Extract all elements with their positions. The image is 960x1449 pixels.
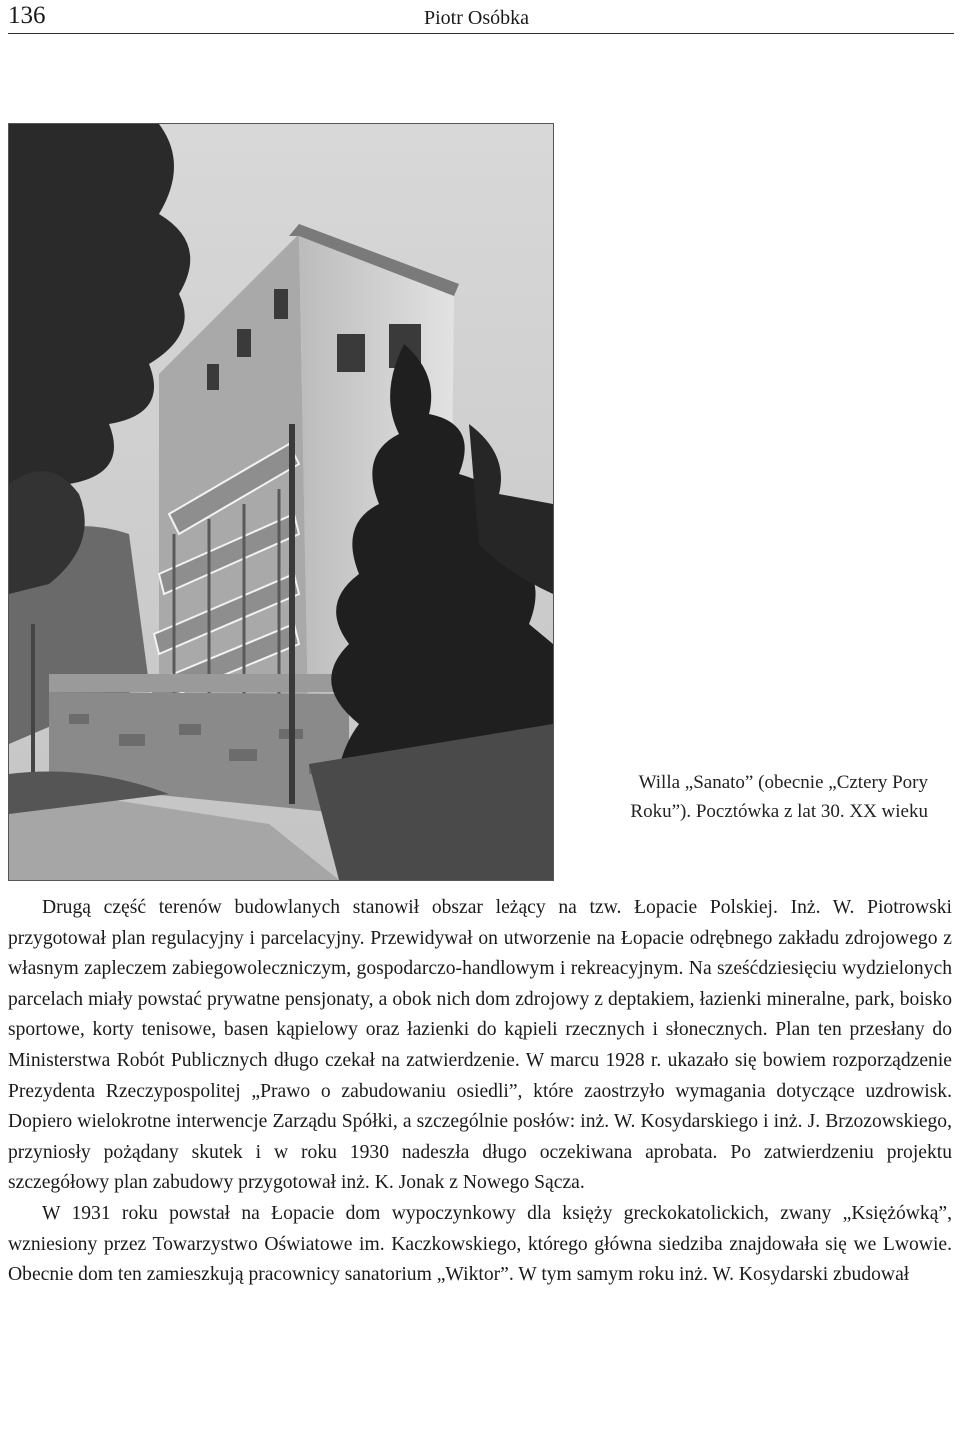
page-header: [0, 0, 960, 38]
page-number: 136: [8, 2, 46, 29]
paragraph: Drugą część terenów budowlanych stanowił obszar leżący na tzw. Łopacie Polskiej. Inż. W. Piotrowski przygotował plan regulacyjny i parcelacyjny. Przewidywał on utworzenie na Łopacie odrębnego zakładu zdrojowego z własnym zapleczem zabiegowoleczniczym, gospodarczo-handlowym i rekreacyjnym. Na sześćdziesięciu wydzielonych parcelach miały powstać prywatne pensjonaty, a obok nich dom zdrojowy z deptakiem, łazienki mineralne, park, boisko sportowe, korty tenisowe, basen kąpielowy oraz łazienki do kąpieli rzecznych i słonecznych. Plan ten przesłany do Ministerstwa Robót Publicznych długo czekał na zatwierdzenie. W marcu 1928 r. ukazało się bowiem rozporządzenie Prezydenta Rzeczypospolitej „Prawo o zabudowaniu osiedli”, które zaostrzyło wymagania dotyczące uzdrowisk. Dopiero wielokrotne interwencje Zarządu Spółki, a szczególnie posłów: inż. W. Kosydarskiego i inż. J. Brzozowskiego, przyniosły pożądany skutek i w roku 1930 nadeszła długo oczekiwana aprobata. Po zatwierdzeniu projektu szczegółowy plan zabudowy przygotował inż. K. Jonak z Nowego Sącza.: [8, 897, 952, 1194]
figure-caption: Willa „Sanato” (obecnie „Cztery Pory Roku”). Pocztówka z lat 30. XX wieku: [630, 772, 928, 822]
header-rule: [8, 33, 954, 34]
paragraph: W 1931 roku powstał na Łopacie dom wypoczynkowy dla księży greckokatolickich, zwany „Księżówką”, wzniesiony przez Towarzystwo Oświatowe im. Kaczkowskiego, którego główna siedziba znajdowała się we Lwowie. Obecnie dom ten zamieszkują pracownicy sanatorium „Wiktor”. W tym samym roku inż. W. Kosydarski zbudował: [8, 1202, 952, 1286]
historic-photo: [8, 123, 554, 881]
running-head: Piotr Osóbka: [424, 7, 529, 29]
villa-postcard-image: [9, 124, 553, 880]
body-text: [8, 893, 952, 1291]
